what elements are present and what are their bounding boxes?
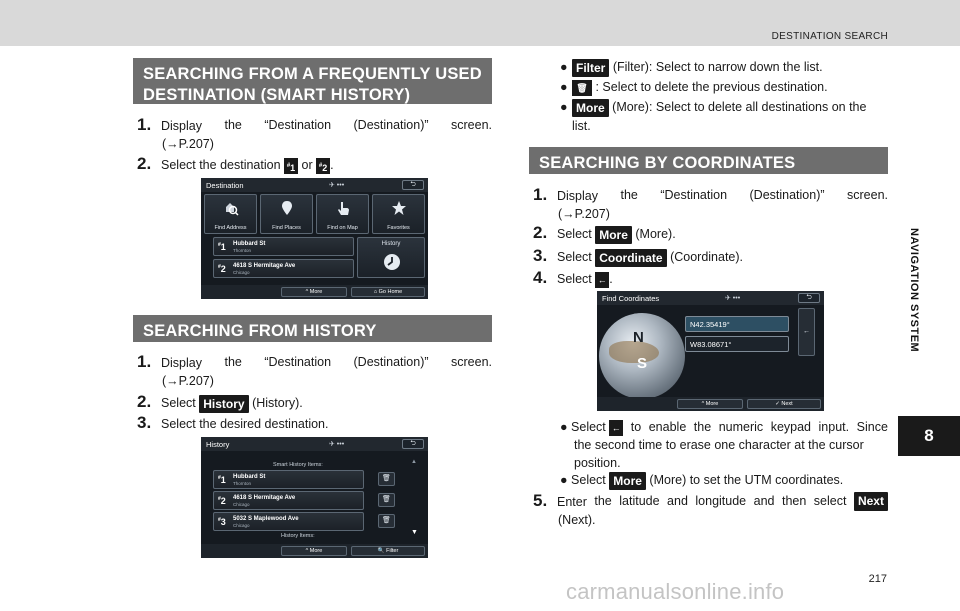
step-number: 3. [137,413,152,432]
history-tile[interactable] [357,237,425,278]
step-word: the [594,494,612,508]
more-button[interactable]: More [595,226,632,244]
step-word: numeric [718,420,764,434]
row-sub: Chicago [233,270,250,275]
step-word: (Destination)” [749,188,825,202]
row-key: #3 [218,517,226,527]
section-header-coordinates [529,147,888,174]
more-button[interactable]: More [609,472,646,490]
step-text: (History). [252,396,303,410]
magnifier-house-icon [223,200,239,216]
page-number: 217 [868,573,887,585]
star-icon [391,200,407,216]
next-button[interactable]: ✓ Next [747,399,821,409]
history-items-label: History Items: [281,533,315,539]
screen-title: Find Coordinates [602,294,660,303]
step-coord-3 [533,247,888,267]
bullet-text: (Filter): Select to narrow down the list. [612,60,823,74]
step-number: 1. [137,115,152,134]
step-text: Select [571,473,606,487]
step-word: Display [161,356,202,370]
step-word: screen. [847,188,888,202]
find-on-map-tile[interactable] [316,194,369,234]
step-word: (Destination)” [353,355,429,369]
step-text: Select the desired destination. [161,417,329,431]
row-name: 5032 S Maplewood Ave [233,516,299,522]
back-button[interactable]: ⮌ [402,439,424,449]
step-word: the [224,355,242,369]
step-text: Select the destination [161,158,281,172]
step-text: . [330,158,334,172]
row-key: #2 [218,264,226,274]
more-button[interactable]: ^ More [281,546,347,556]
section-title-line: DESTINATION (SMART HISTORY) [143,86,411,104]
longitude-field[interactable]: W83.08671° [685,336,789,352]
step-word: longitude [695,494,747,508]
step-word: latitude [619,494,660,508]
row-sub: Chicago [233,502,250,507]
delete-button[interactable]: 🗑 [378,493,395,507]
sub-step-arrow [560,418,888,472]
clock-icon [382,252,402,272]
history-row[interactable] [213,491,364,510]
step-word: screen. [451,355,492,369]
tile-label: Find Places [272,225,301,231]
step-coord-2 [533,224,888,244]
smart-history-2-button[interactable]: #2 [316,158,330,174]
step-text: (More). [635,227,676,241]
bullet-more [560,98,890,136]
screen-title: History [206,440,230,449]
history-button[interactable]: History [199,395,248,413]
step-word: the [620,188,638,202]
step-number: 4. [533,268,548,287]
step-text: Select [571,420,606,434]
globe-icon [599,313,685,399]
step-smart-1 [137,116,492,153]
bullet-text: (More): Select to delete all destinations on the [612,100,867,114]
step-text: (Coordinate). [670,250,744,264]
back-button[interactable]: ⮌ [402,180,424,190]
globe-south-label: S [637,355,648,372]
tile-label: History [381,241,401,247]
smart-history-1-button[interactable]: #1 [284,158,298,174]
find-coordinates-screen [597,291,824,411]
left-arrow-button[interactable]: ← [798,308,815,356]
more-button[interactable]: More [572,99,609,117]
bullet-dot-icon: ● [560,473,572,487]
step-text: position. [574,456,621,470]
more-button[interactable]: ^ More [281,287,347,297]
step-number: 2. [137,154,152,173]
page-reference: (→P.207) [162,137,214,151]
step-history-1 [137,353,492,390]
step-word: enable [648,420,687,434]
step-coord-5 [533,492,888,529]
filter-button[interactable]: 🔍 Filter [351,546,425,556]
step-word: input. [818,420,850,434]
step-text: (More) to set the UTM coordinates. [649,473,844,487]
delete-icon[interactable]: 🗑 [572,80,592,96]
delete-button[interactable]: 🗑 [378,514,395,528]
row-sub: Thornton [233,481,252,486]
more-button[interactable]: ^ More [677,399,743,409]
coordinate-button[interactable]: Coordinate [595,249,666,267]
tile-label: Find Address [214,225,247,231]
go-home-button[interactable]: ⌂ Go Home [351,287,425,297]
step-word: Display [161,119,202,133]
step-text: Select [557,227,592,241]
step-text: the second time to erase one character at the cursor [574,438,864,452]
section-header-smart-history [133,58,492,104]
next-button[interactable]: Next [854,492,888,511]
step-coord-1 [533,186,888,223]
favorites-tile[interactable] [372,194,425,234]
step-number: 2. [533,223,548,242]
smart-history-row-2[interactable] [213,259,354,278]
step-word: and [753,494,775,508]
map-pin-icon [279,200,295,216]
step-word: Display [557,189,598,203]
step-word: Since [856,420,888,434]
status-icons: ✈ ••• [725,295,741,302]
scroll-down-icon[interactable]: ▼ [411,529,418,536]
step-word: “Destination [660,188,728,202]
row-name: 4618 S Hermitage Ave [233,263,296,269]
bullet-delete [560,78,890,97]
row-sub: Chicago [233,523,250,528]
step-number: 1. [137,352,152,371]
section-header-history [133,315,492,342]
row-name: Hubbard St [233,241,266,247]
chapter-tab: 8 [898,416,960,456]
sub-step-more [560,471,888,490]
scroll-up-icon[interactable]: ▲ [411,459,417,465]
history-row[interactable] [213,512,364,531]
bullet-dot-icon: ● [560,80,568,94]
bullet-filter [560,58,890,77]
step-word: “Destination [264,118,332,132]
row-sub: Thornton [233,248,252,253]
row-name: 4618 S Hermitage Ave [233,495,296,501]
row-key: #2 [218,496,226,506]
bullet-text: : Select to delete the previous destination. [595,80,828,94]
row-key: #1 [218,475,226,485]
chapter-title: DESTINATION SEARCH [771,31,888,42]
bullet-dot-icon: ● [560,420,572,434]
tile-label: Find on Map [327,225,358,231]
section-title-line: SEARCHING FROM A FREQUENTLY USED [143,65,482,83]
back-button[interactable]: ⮌ [798,293,820,303]
left-arrow-button[interactable]: ← [595,272,609,288]
screen-title: Destination [206,181,244,190]
row-key: #1 [218,242,226,252]
page-reference: (→P.207) [162,374,214,388]
step-word: the [693,420,712,434]
latitude-field[interactable]: N42.35419° [685,316,789,332]
step-word: select [813,494,847,508]
bullet-text: list. [572,119,591,133]
tile-label: Favorites [387,225,410,231]
section-title: SEARCHING BY COORDINATES [539,154,796,172]
step-word: (Destination)” [353,118,429,132]
step-number: 1. [533,185,548,204]
globe-north-label: N [633,329,644,346]
step-word: the [224,118,242,132]
step-word: screen. [451,118,492,132]
row-name: Hubbard St [233,474,266,480]
step-word: to [630,420,642,434]
step-coord-4 [533,269,888,288]
hand-pointer-icon [335,200,351,216]
screen-header [201,437,428,451]
find-places-tile[interactable] [260,194,313,234]
smart-history-row-1[interactable] [213,237,354,256]
step-word: keypad [770,420,811,434]
status-icons: ✈ ••• [329,441,345,448]
bullet-dot-icon: ● [560,100,568,114]
step-text: Select [557,250,592,264]
history-screen [201,437,428,558]
step-number: 3. [533,246,548,265]
step-text: or [301,158,313,172]
find-address-tile[interactable] [204,194,257,234]
destination-screen [201,178,428,299]
step-text: (Next). [558,513,596,527]
step-smart-2 [137,155,492,174]
section-title: SEARCHING FROM HISTORY [143,322,377,340]
step-word: “Destination [264,355,332,369]
page-reference: (→P.207) [558,207,610,221]
watermark-text: carmanualsonline.info [566,579,785,604]
step-word: Enter [557,495,587,509]
step-word: then [781,494,807,508]
bullet-dot-icon: ● [560,60,568,74]
step-history-2 [137,393,492,413]
step-text: Select [557,272,592,286]
history-row[interactable] [213,470,364,489]
filter-button[interactable]: Filter [572,59,609,77]
smart-history-label: Smart History Items: [273,462,323,468]
step-history-3 [137,414,492,433]
step-text: . [609,272,613,286]
step-word: and [667,494,688,508]
side-chapter-label: NAVIGATION SYSTEM [908,228,920,353]
step-number: 5. [533,491,548,510]
step-number: 2. [137,392,152,411]
step-text: Select [161,396,196,410]
status-icons: ✈ ••• [329,182,345,189]
left-arrow-button[interactable]: ← [609,420,623,436]
delete-button[interactable]: 🗑 [378,472,395,486]
